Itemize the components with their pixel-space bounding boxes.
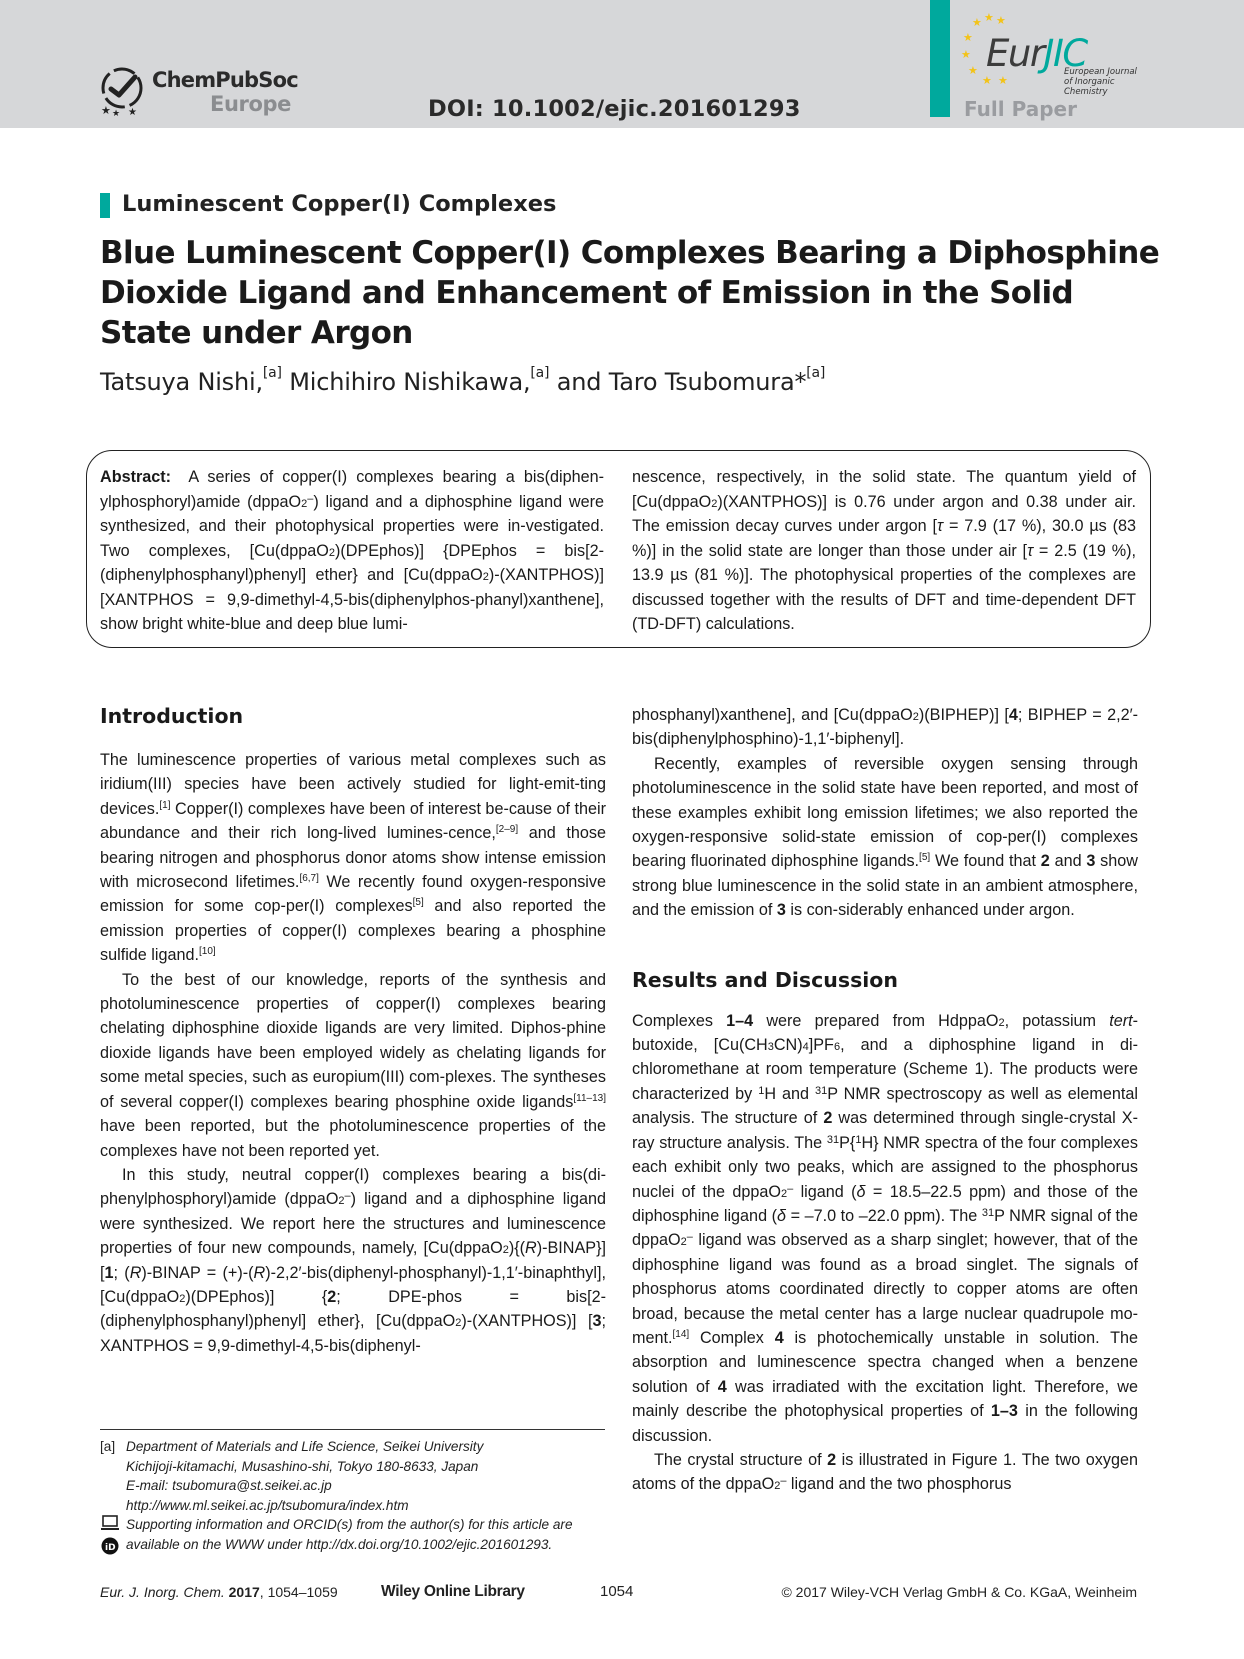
footnote-line: Kichijoji-kitamachi, Musashino-shi, Tokyo 180-8633, Japan <box>126 1458 479 1474</box>
doi-label[interactable]: DOI: 10.1002/ejic.201601293 <box>428 96 801 122</box>
author-affiliation-mark: [a] <box>806 365 826 381</box>
paragraph: phosphanyl)xanthene], and [Cu(dppaO2)(BIPHEP)] [4; BIPHEP = 2,2′-bis(diphenylphosphino)-1,1′-biphenyl]. <box>632 706 1138 749</box>
abstract-label: Abstract: <box>100 468 172 486</box>
publisher-name: ChemPubSoc <box>152 68 298 92</box>
page-footer <box>0 1584 1244 1608</box>
paragraph: Complexes 1–4 were prepared from HdppaO2, potassium tert-butoxide, [Cu(CH3CN)4]PF6, and a diphosphine ligand in di-chloromethane at room temperature (Scheme 1). The products were characterized by $^1$H and $^{31}$P NMR spectroscopy as well as elemental analysis. The structure of 2 was determined through single-crystal X-ray structure analysis. The $^{31}$P{$^1$H} NMR spectra of the four complexes each exhibit only two peaks, which are assigned to the phosphorus nuclei of the dppaO2– ligand (δ = 18.5–22.5 ppm) and those of the diphosphine ligand (δ = –7.0 to –22.0 ppm). The $^{31}$P NMR signal of the dppaO2– ligand was observed as a sharp singlet; however, that of the diphosphine ligand was found as a broad singlet. The signals of phosphorus atoms coordinated directly to copper atoms are often broad, because the metal center has a large nuclear quadrupole mo-ment.[14] Complex 4 is photochemically unstable in solution. The absorption and luminescence spectra changed when a benzene solution of 4 was irradiated with the excitation light. Therefore, we mainly describe the photophysical properties of 1–3 in the following discussion. <box>632 1011 1138 1445</box>
citation-link[interactable]: [14] <box>672 1328 690 1340</box>
citation-link[interactable]: [6,7] <box>299 873 319 885</box>
copyright-notice: © 2017 Wiley-VCH Verlag GmbH & Co. KGaA, Weinheim <box>781 1584 1137 1600</box>
body-column-left <box>100 703 606 1358</box>
abstract-text-left: Abstract: A series of copper(I) complexes bearing a bis(diphen-ylphosphoryl)amide (dppaO2–) ligand and a diphosphine ligand were synthesized, and their photophysical properties were in-vestigated. Two complexes, [Cu(dppaO2)(DPEphos)] {DPEphos = bis[2-(diphenylphosphanyl)phenyl] ether} and [Cu(dppaO2)-(XANTPHOS)] [XANTPHOS = 9,9-dimethyl-4,5-bis(diphenylphos-phanyl)xanthene], show bright white-blue and deep blue lumi- <box>100 468 604 633</box>
svg-text:★: ★ <box>101 104 111 116</box>
footnote-icons <box>100 1514 120 1560</box>
section-heading-introduction: Introduction <box>100 704 244 728</box>
citation-link[interactable]: [11–13] <box>573 1092 606 1104</box>
svg-text:★: ★ <box>961 48 971 61</box>
journal-header-band <box>0 0 1244 128</box>
email-link[interactable]: E-mail: tsubomura@st.seikei.ac.jp <box>126 1478 332 1493</box>
svg-text:★: ★ <box>984 11 994 24</box>
footnote-line: Supporting information and ORCID(s) from the author(s) for this article are <box>126 1517 573 1532</box>
author-affiliation-mark: [a] <box>262 365 282 381</box>
wiley-online-library-link[interactable]: Wiley Online Library <box>381 1583 525 1600</box>
publisher-region: Europe <box>210 92 291 116</box>
svg-text:★: ★ <box>998 74 1008 87</box>
citation-link[interactable]: [1] <box>159 799 171 811</box>
citation-link[interactable]: [5] <box>919 852 931 864</box>
publisher-logo[interactable] <box>98 64 298 120</box>
journal-logo[interactable] <box>960 10 1160 100</box>
svg-text:★: ★ <box>112 109 121 116</box>
section-heading-results: Results and Discussion <box>632 967 898 992</box>
author-name[interactable]: Michihiro Nishikawa, <box>289 368 531 396</box>
author-affiliation-mark: [a] <box>530 365 550 381</box>
author-name[interactable]: and Taro Tsubomura* <box>556 368 807 396</box>
abstract-box <box>86 450 1151 648</box>
paragraph: To the best of our knowledge, reports of the synthesis and photoluminescence properties of copper(I) complexes bearing chelating diphosphine dioxide ligands are very limited. Diphos-phine dioxide ligands have been employed widely as chelating ligands for some metal species, such as europium(III) com-plexes. The syntheses of several copper(I) complexes bearing phosphine oxide ligands[11–13] have been reported, but the photoluminescence properties of the complexes have not been reported yet. <box>100 970 606 1160</box>
paragraph: In this study, neutral copper(I) complexes bearing a bis(di-phenylphosphoryl)amide (dppaO2–) ligand and a diphosphine ligand were synthesized. We report here the structures and luminescence properties of four new compounds, namely, [Cu(dppaO2){(R)-BINAP}] [1; (R)-BINAP = (+)-(R)-2,2′-bis(diphenyl-phosphanyl)-1,1′-binaphthyl], [Cu(dppaO2)(DPEphos)] {2; DPE-phos = bis[2-(diphenylphosphanyl)phenyl] ether}, [Cu(dppaO2)-(XANTPHOS)] [3; XANTPHOS = 9,9-dimethyl-4,5-bis(diphenyl- <box>100 1165 606 1355</box>
homepage-link[interactable]: http://www.ml.seikei.ac.jp/tsubomura/index.htm <box>126 1497 409 1513</box>
journal-citation: Eur. J. Inorg. Chem. 2017, 1054–1059 <box>100 1584 338 1600</box>
supporting-info-link[interactable]: available on the WWW under http://dx.doi.org/10.1002/ejic.201601293. <box>126 1536 553 1552</box>
citation-link[interactable]: [2–9] <box>495 824 519 836</box>
abstract-text-right: nescence, respectively, in the solid state. The quantum yield of [Cu(dppaO2)(XANTPHOS)] is 0.76 under argon and 0.38 under air. The emission decay curves under argon [τ = 7.9 (17 %), 30.0 µs (83 %)] in the solid state are longer than those under air [τ = 2.5 (19 %), 13.9 µs (81 %)]. The photophysical properties of the complexes are discussed together with the results of DFT and time-dependent DFT (TD-DFT) calculations. <box>632 468 1136 633</box>
svg-text:★: ★ <box>963 31 973 44</box>
author-list <box>100 365 826 396</box>
orcid-icon <box>101 1537 119 1555</box>
svg-text:★: ★ <box>982 74 992 87</box>
paragraph: The crystal structure of 2 is illustrated in Figure 1. The two oxygen atoms of the dppaO2– ligand and the two phosphorus <box>632 1450 1139 1494</box>
svg-text:★: ★ <box>996 14 1006 27</box>
accent-bar <box>930 0 950 117</box>
article-title: Blue Luminescent Copper(I) Complexes Bearing a Diphosphine Dioxide Ligand and Enhancement of Emission in the Solid State under Argon <box>100 235 1160 351</box>
footnote-line: Department of Materials and Life Science, Seikei University <box>126 1439 484 1454</box>
journal-full-name: European Journal of Inorganic Chemistry <box>1064 67 1137 97</box>
article-type-label: Full Paper <box>964 97 1077 121</box>
svg-text:★: ★ <box>972 16 982 29</box>
author-name[interactable]: Tatsuya Nishi, <box>100 368 263 396</box>
body-column-right <box>632 703 1138 1497</box>
svg-text:★: ★ <box>128 107 137 116</box>
svg-text:★: ★ <box>968 64 978 77</box>
chempubsoc-badge-icon <box>98 64 150 116</box>
footnote-mark: [a] <box>100 1439 116 1454</box>
paragraph: Recently, examples of reversible oxygen sensing through photoluminescence in the solid state have been reported, and most of these examples exhibit long emission lifetimes; we also reported the oxygen-responsive solid-state emission of cop-per(I) complexes bearing fluorinated diphosphine ligands.[5] We found that 2 and 3 show strong blue luminescence in the solid state in an ambient atmosphere, and the emission of 3 is con-siderably enhanced under argon. <box>632 754 1138 920</box>
citation-link[interactable]: [5] <box>412 897 424 909</box>
journal-logo-wordmark: EurJIC <box>986 32 1087 75</box>
paragraph: The luminescence properties of various metal complexes such as iridium(III) species have been actively studied for light-emit-ting devices.[1] Copper(I) complexes have been of interest be-cause of their abundance and their rich long-lived lumines-cence,[2–9] and those bearing nitrogen and phosphorus donor atoms show intense emission with microsecond lifetimes.[6,7] We recently found oxygen-responsive emission for some cop-per(I) complexes[5] and also reported the emission properties of copper(I) complexes bearing a phosphine sulfide ligand.[10] <box>100 751 607 965</box>
supporting-info-icon <box>100 1514 120 1532</box>
svg-text:iD: iD <box>105 1543 116 1553</box>
page-number: 1054 <box>600 1583 634 1600</box>
footnote-divider <box>100 1429 605 1430</box>
citation-link[interactable]: [10] <box>199 946 216 958</box>
section-kicker: Luminescent Copper(I) Complexes <box>100 191 556 218</box>
